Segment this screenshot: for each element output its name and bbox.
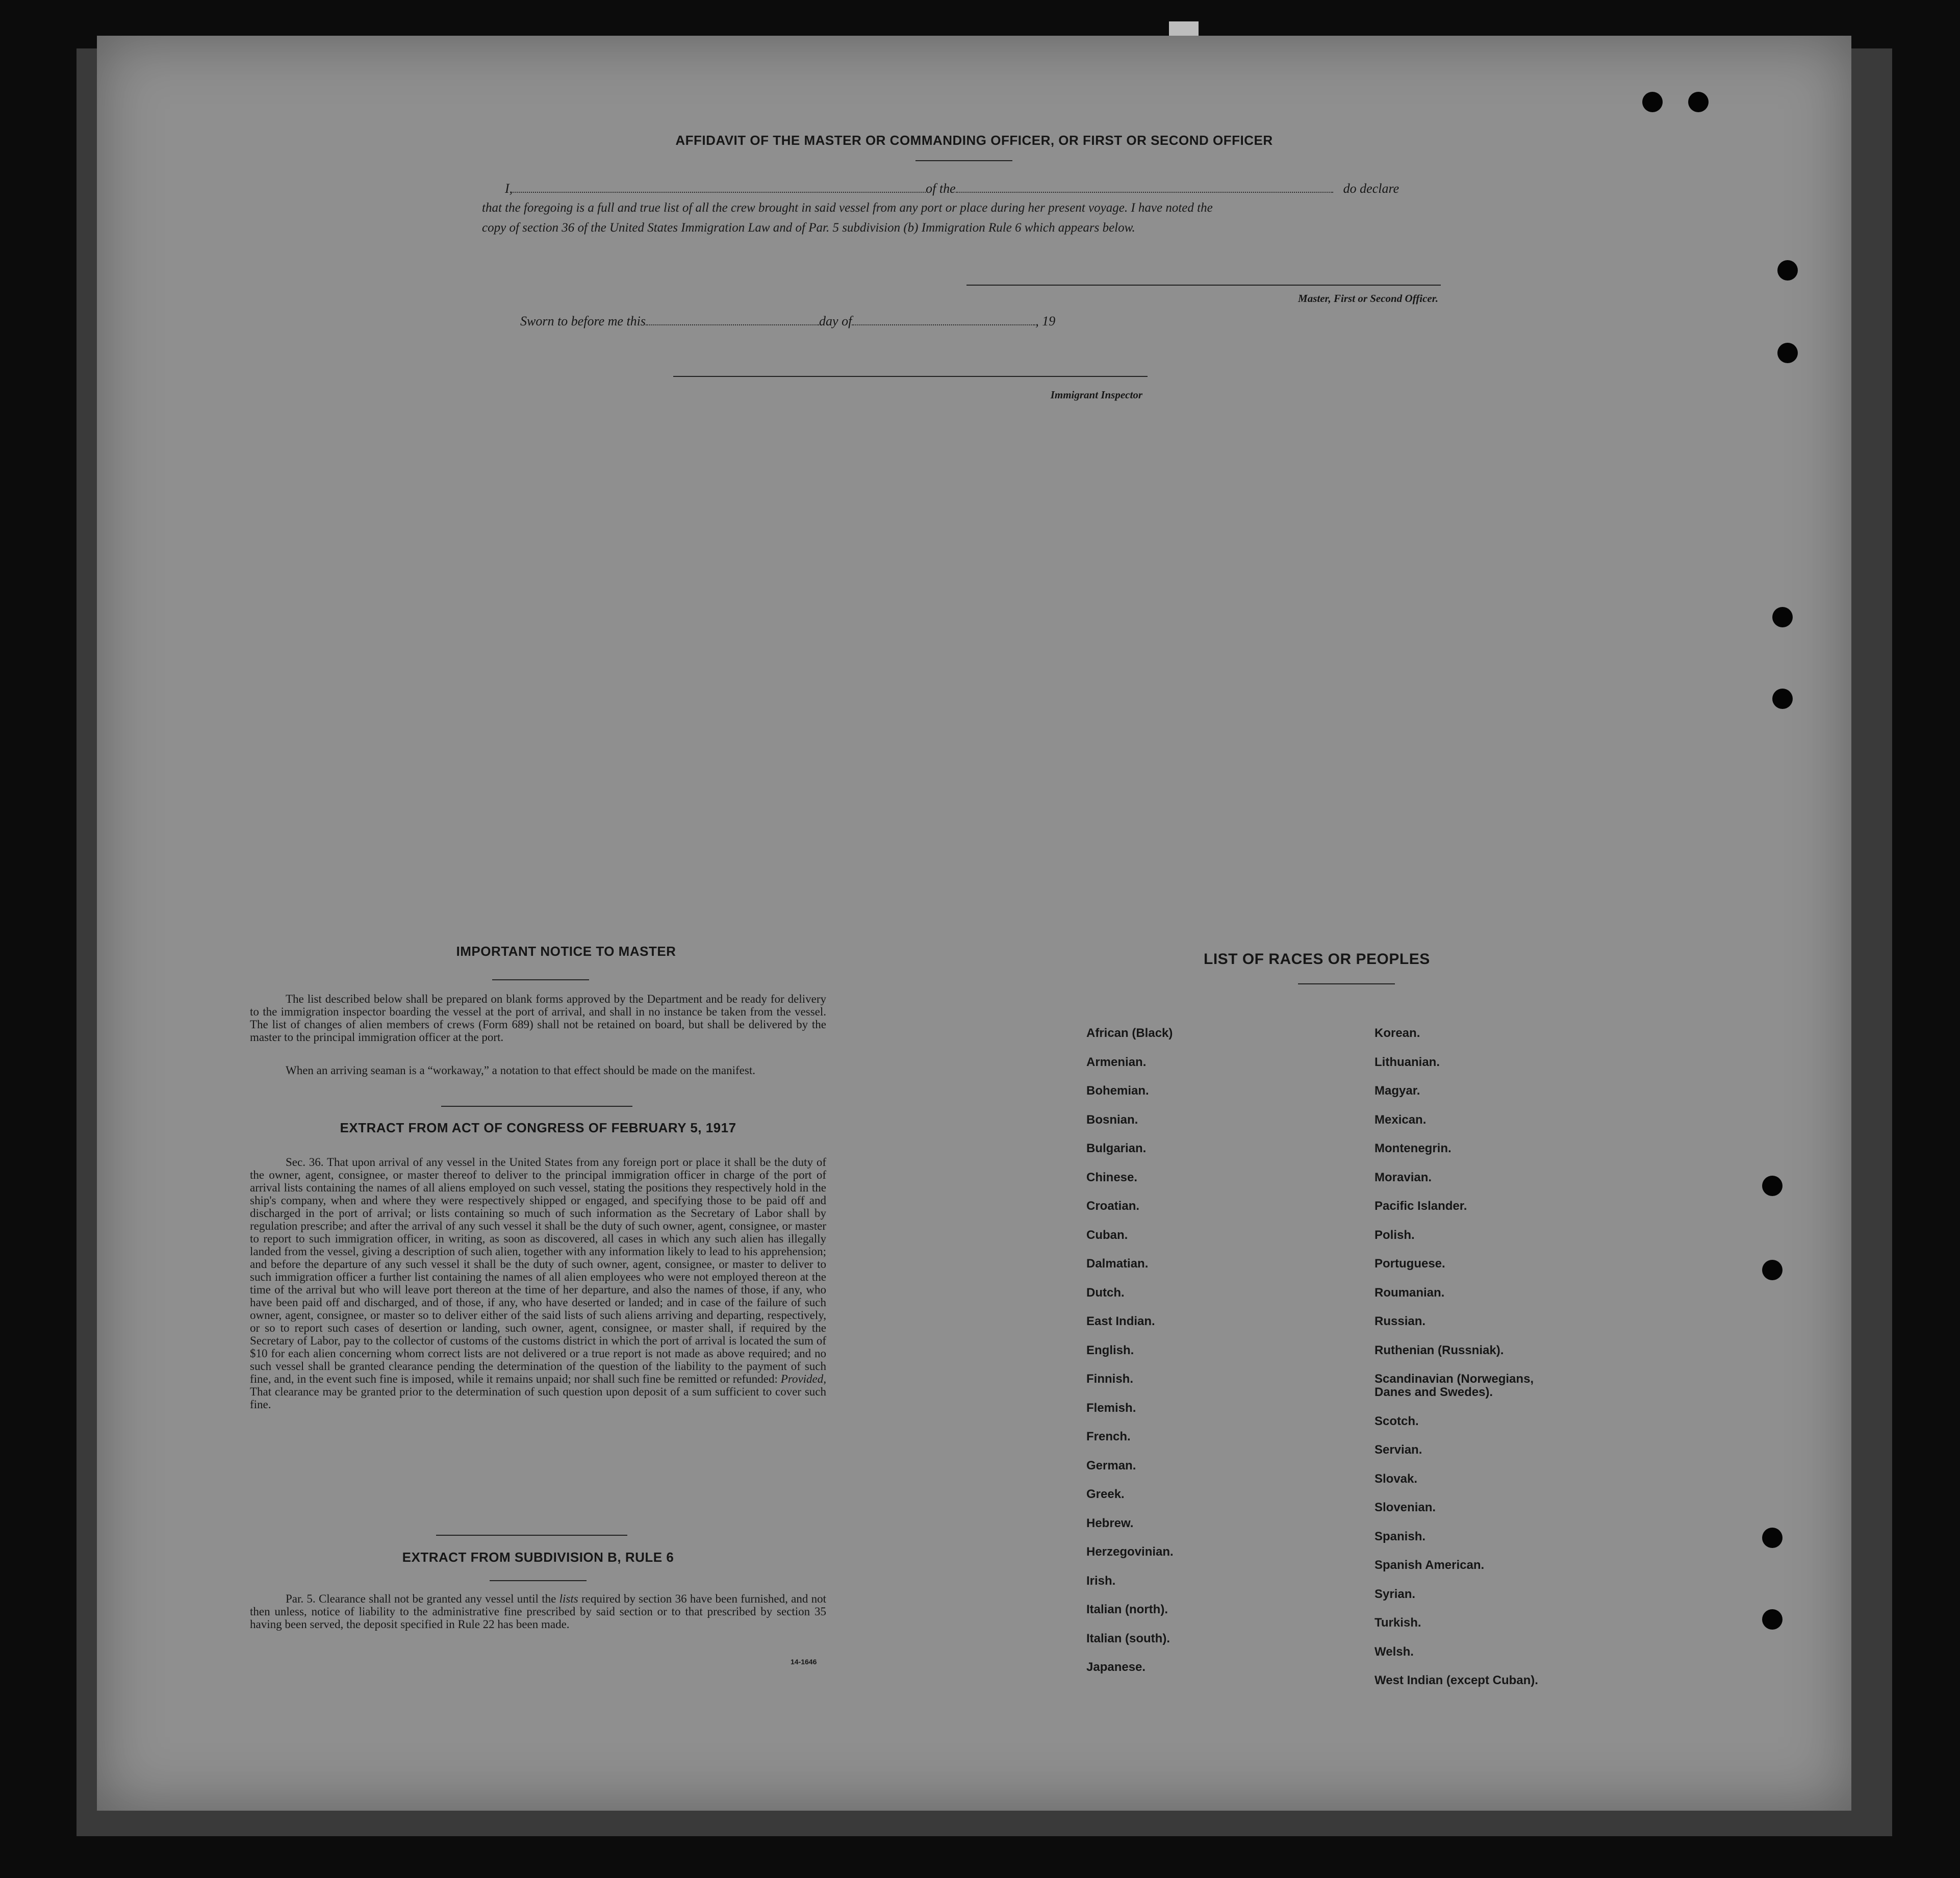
rule-text-b: required by section 36 have been furnished, and not then unless, notice of liability to the administrative fine prescribed by said section or to that prescribed by section 35 having been served, the deposit specified in Rule 22 has been made.: [250, 1592, 827, 1631]
race-item: Dalmatian.: [1086, 1257, 1149, 1271]
race-item: Slovenian.: [1374, 1501, 1436, 1514]
sworn-day-field[interactable]: [646, 313, 819, 325]
binder-hole: [1762, 1260, 1783, 1280]
race-item: Mexican.: [1374, 1112, 1427, 1127]
section-36-text: That upon arrival of any vessel in the United States from any foreign port or place it shall be the duty of the owner, agent, consignee, or master thereof to deliver to the principal immigration officer in charge of the port of arrival lists containing the names of all aliens employed on such vessel, stating the positions they respectively hold in the ship's company, when and where they were respectively shipped or engaged, and specifying those to be paid off and discharged in the port of arrival; or lists containing so much of such information as the Secretary of Labor shall by regulation prescribe; and after the arrival of any such vessel it shall be the duty of such owner, agent, consignee, or master to report to such immigration officer, in writing, as soon as discovered, all cases in which any such alien has illegally landed from the vessel, giving a description of such alien, together with any information likely to lead to his apprehension; and before the departure of any such vessel it shall be the duty of such owner, agent, consignee, or master to deliver to such immigration officer a further list containing the names of all alien employees who were not employed thereon at the time of the arrival but who will leave port thereon at the time of her departure, and also the names of those, if any, who have been paid off and discharged, and of those, if any, who have deserted or landed; and in case of the failure of such owner, agent, consignee, or master so to deliver either of the said lists of such aliens arriving and departing, respectively, or so to report such cases of desertion or landing, such owner, agent, consignee, or master shall, if required by the Secretary of Labor, pay to the collector of customs of the customs district in which the port of arrival is located the sum of $10 for each alien concerning whom correct lists are not delivered or a true report is not made as above required; and no such vessel shall be granted clearance pending the determination of the question of the liability to the payment of such fine, and, in the event such fine is imposed, while it remains unpaid; nor shall such fine be remitted or refunded:: [250, 1156, 826, 1385]
race-item: Ruthenian (Russniak).: [1374, 1343, 1504, 1357]
race-item: Finnish.: [1086, 1372, 1133, 1386]
affidavit-declaration-line: [505, 173, 1443, 204]
race-item: English.: [1086, 1343, 1134, 1357]
race-item: Italian (north).: [1086, 1603, 1168, 1616]
affidavit-line-2: that the foregoing is a full and true list of all the crew brought in said vessel from any port or place during her present voyage. I have noted the: [482, 201, 1213, 215]
race-item: Greek.: [1086, 1487, 1125, 1501]
race-item: Scandinavian (Norwegians,: [1374, 1372, 1534, 1386]
race-item: Spanish American.: [1374, 1558, 1485, 1572]
declarant-name-field[interactable]: [513, 181, 926, 193]
day-of-label: day of: [819, 314, 852, 328]
race-item: Pacific Islander.: [1374, 1199, 1467, 1213]
race-item: Cuban.: [1086, 1228, 1128, 1242]
rule-extract-text: [250, 1592, 826, 1631]
race-item: Irish.: [1086, 1574, 1116, 1588]
race-item: Scotch.: [1374, 1414, 1419, 1428]
sworn-line: [520, 306, 1132, 337]
section-divider-1: [441, 1106, 632, 1107]
binder-hole: [1642, 92, 1663, 112]
act-extract-text: [250, 1156, 826, 1411]
declarant-label: I,: [505, 181, 513, 196]
notice-title: IMPORTANT NOTICE TO MASTER: [456, 944, 676, 959]
rule-extract-title: EXTRACT FROM SUBDIVISION B, RULE 6: [402, 1550, 674, 1565]
race-item: Bulgarian.: [1086, 1141, 1147, 1155]
rule-divider: [490, 1580, 587, 1581]
race-item: Roumanian.: [1374, 1285, 1445, 1300]
race-item: Korean.: [1374, 1026, 1420, 1040]
affidavit-title: AFFIDAVIT OF THE MASTER OR COMMANDING OFFICER, OR FIRST OR SECOND OFFICER: [675, 133, 1273, 148]
race-item: Hebrew.: [1086, 1516, 1134, 1530]
race-item: Welsh.: [1374, 1644, 1414, 1659]
race-item: Moravian.: [1374, 1170, 1432, 1184]
rule-text-a: Par. 5. Clearance shall not be granted any vessel until the: [286, 1592, 556, 1605]
race-item: Danes and Swedes).: [1374, 1385, 1493, 1399]
binder-hole: [1762, 1528, 1783, 1548]
act-extract-title: EXTRACT FROM ACT OF CONGRESS OF FEBRUARY 5, 1917: [340, 1120, 736, 1135]
race-item: Japanese.: [1086, 1660, 1146, 1674]
binder-hole: [1772, 607, 1793, 627]
race-item: Bosnian.: [1086, 1112, 1138, 1127]
binder-hole: [1777, 343, 1798, 363]
sworn-year-label: , 19: [1035, 314, 1056, 328]
inspector-signature-line[interactable]: [673, 376, 1148, 377]
race-item: German.: [1086, 1458, 1136, 1473]
provided-word: Provided,: [780, 1373, 827, 1385]
binder-hole: [1762, 1609, 1783, 1630]
race-item: Dutch.: [1086, 1285, 1125, 1300]
race-item: Herzegovinian.: [1086, 1545, 1174, 1559]
vessel-label: of the: [926, 181, 956, 196]
document-page: [97, 36, 1851, 1811]
races-title: LIST OF RACES OR PEOPLES: [1204, 951, 1430, 968]
race-item: Slovak.: [1374, 1471, 1418, 1486]
race-item: Turkish.: [1374, 1616, 1421, 1630]
race-item: East Indian.: [1086, 1314, 1155, 1328]
race-item: West Indian (except Cuban).: [1374, 1673, 1538, 1687]
binder-hole: [1762, 1176, 1783, 1196]
race-item: Portuguese.: [1374, 1257, 1445, 1271]
race-item: Syrian.: [1374, 1587, 1416, 1601]
race-item: Magyar.: [1374, 1084, 1420, 1098]
vessel-name-field[interactable]: [956, 181, 1333, 193]
race-item: Chinese.: [1086, 1170, 1138, 1184]
master-signature-label: Master, First or Second Officer.: [1298, 292, 1438, 304]
do-declare-text: do declare: [1343, 181, 1399, 196]
races-divider: [1298, 983, 1395, 984]
form-number: 14-1646: [791, 1658, 817, 1666]
race-item: Servian.: [1374, 1443, 1422, 1457]
section-divider-2: [436, 1535, 627, 1536]
lists-word: lists: [559, 1592, 578, 1605]
race-item: Lithuanian.: [1374, 1055, 1440, 1069]
binder-hole: [1777, 260, 1798, 281]
title-divider: [915, 160, 1012, 161]
sworn-month-field[interactable]: [852, 313, 1035, 325]
notice-paragraph-2: When an arriving seaman is a “workaway,” a notation to that effect should be made on the manifest.: [286, 1064, 755, 1077]
section-36-text-end: That clearance may be granted prior to the determination of such question upon deposit of a sum sufficient to cover such fine.: [250, 1385, 826, 1411]
affidavit-line-3: copy of section 36 of the United States Immigration Law and of Par. 5 subdivision (b) Immigration Rule 6 which appears below.: [482, 221, 1135, 235]
inspector-label: Immigrant Inspector: [1050, 389, 1142, 401]
race-item: Polish.: [1374, 1228, 1415, 1242]
race-item: Croatian.: [1086, 1199, 1140, 1213]
race-item: Armenian.: [1086, 1055, 1147, 1069]
section-label: Sec. 36.: [286, 1156, 324, 1169]
race-item: Montenegrin.: [1374, 1141, 1452, 1155]
notice-divider: [492, 979, 589, 980]
race-item: Italian (south).: [1086, 1631, 1170, 1645]
master-signature-line[interactable]: [966, 285, 1441, 286]
race-item: Russian.: [1374, 1314, 1426, 1328]
sworn-label: Sworn to before me this: [520, 314, 646, 328]
race-item: African (Black): [1086, 1026, 1173, 1040]
race-item: Spanish.: [1374, 1529, 1426, 1543]
race-item: Bohemian.: [1086, 1084, 1149, 1098]
race-item: Flemish.: [1086, 1401, 1136, 1415]
notice-paragraph-1: The list described below shall be prepared on blank forms approved by the Department and be ready for delivery to the immigration inspector boarding the vessel at the port of arrival, and shall in no instance be taken from the vessel. The list of changes of alien members of crews (Form 689) shall not be retained on board, but shall be delivered by the master to the principal immigration officer at the port.: [250, 993, 826, 1044]
binder-hole: [1772, 689, 1793, 709]
race-item: French.: [1086, 1430, 1131, 1443]
binder-hole: [1688, 92, 1709, 112]
